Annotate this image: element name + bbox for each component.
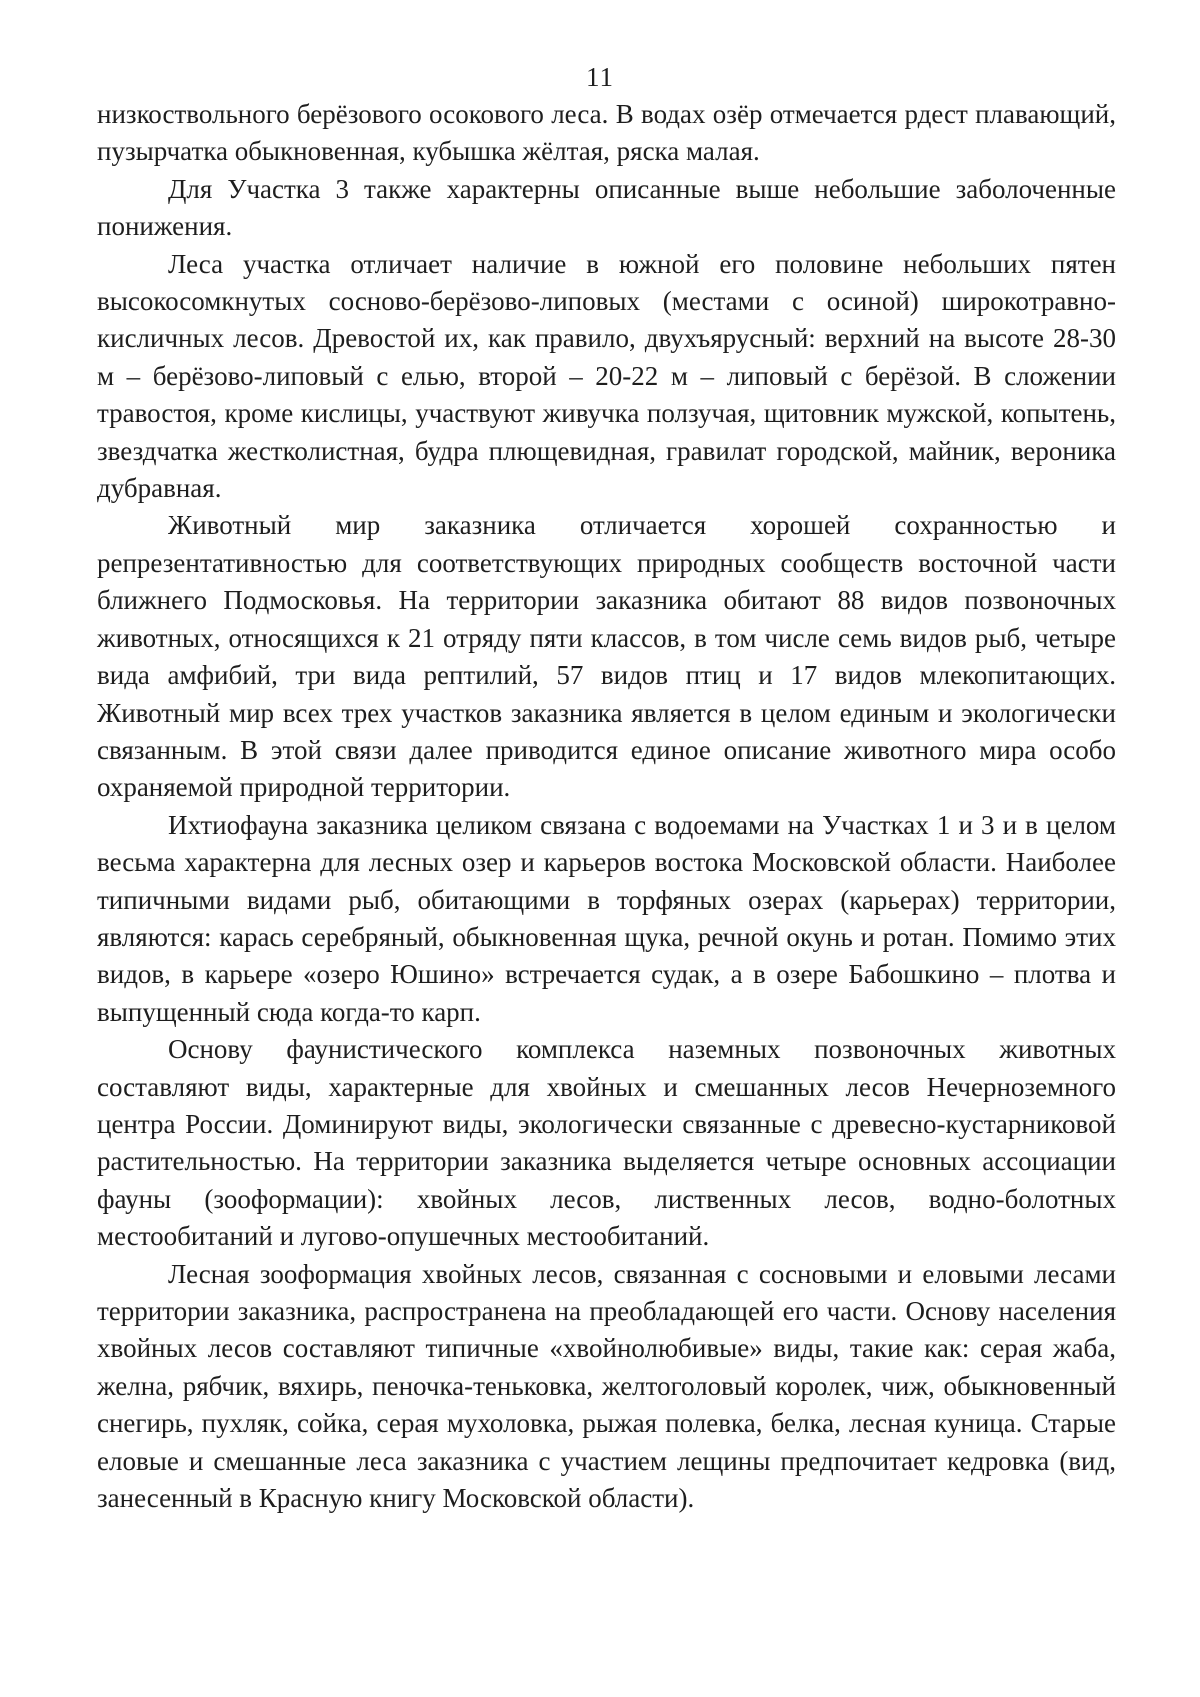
paragraph-forests: Леса участка отличает наличие в южной его половине небольших пятен высокосомкнутых сосново-берёзово-липовых (местами с осиной) широкотравно-кисличных лесов. Древостой их, как правило, двухъярусный: верхний на высоте 28-30 м – берёзово-липовый с елью, второй – 20-22 м – липовый с берёзой. В сложении травостоя, кроме кислицы, участвуют живучка ползучая, щитовник мужской, копытень, звездчатка жестколистная, будра плющевидная, гравилат городской, майник, вероника дубравная.: [97, 248, 1116, 504]
body-text: [97, 96, 1116, 1517]
paragraph-ichthyofauna: Ихтиофауна заказника целиком связана с водоемами на Участках 1 и 3 и в целом весьма характерна для лесных озер и карьеров востока Московской области. Наиболее типичными видами рыб, обитающими в торфяных озерах (карьерах) территории, являются: карась серебряный, обыкновенная щука, речной окунь и ротан. Помимо этих видов, в карьере «озеро Юшино» встречается судак, а в озере Бабошкино – плотва и выпущенный сюда когда-то карп.: [97, 809, 1116, 1027]
paragraph-faunistic-complex: Основу фаунистического комплекса наземных позвоночных животных составляют виды, характерные для хвойных и смешанных лесов Нечерноземного центра России. Доминируют виды, экологически связанные с древесно-кустарниковой растительностью. На территории заказника выделяется четыре основных ассоциации фауны (зооформации): хвойных лесов, лиственных лесов, водно-болотных местообитаний и лугово-опушечных местообитаний.: [97, 1034, 1116, 1252]
page-number: 11: [586, 62, 614, 92]
paragraph-fauna-overview: Животный мир заказника отличается хорошей сохранностью и репрезентативностью для соответствующих природных сообществ восточной части ближнего Подмосковья. На территории заказника обитают 88 видов позвоночных животных, относящихся к 21 отряду пяти классов, в том числе семь видов рыб, четыре вида амфибий, три вида рептилий, 57 видов птиц и 17 видов млекопитающих. Животный мир всех трех участков заказника является в целом единым и экологически связанным. В этой связи далее приводится единое описание животного мира особо охраняемой природной территории.: [97, 510, 1116, 803]
paragraph-section-3: Для Участка 3 также характерны описанные выше небольшие заболоченные понижения.: [97, 173, 1116, 242]
paragraph-coniferous-zooformation: Лесная зооформация хвойных лесов, связанная с сосновыми и еловыми лесами территории заказника, распространена на преобладающей его части. Основу населения хвойных лесов составляют типичные «хвойнолюбивые» виды, такие как: серая жаба, желна, рябчик, вяхирь, пеночка-теньковка, желтоголовый королек, чиж, обыкновенный снегирь, пухляк, сойка, серая мухоловка, рыжая полевка, белка, лесная куница. Старые еловые и смешанные леса заказника с участием лещины предпочитает кедровка (вид, занесенный в Красную книгу Московской области).: [97, 1258, 1116, 1514]
paragraph-continued: низкоствольного берёзового осокового леса. В водах озёр отмечается рдест плавающий, пузырчатка обыкновенная, кубышка жёлтая, ряска малая.: [97, 99, 1116, 167]
